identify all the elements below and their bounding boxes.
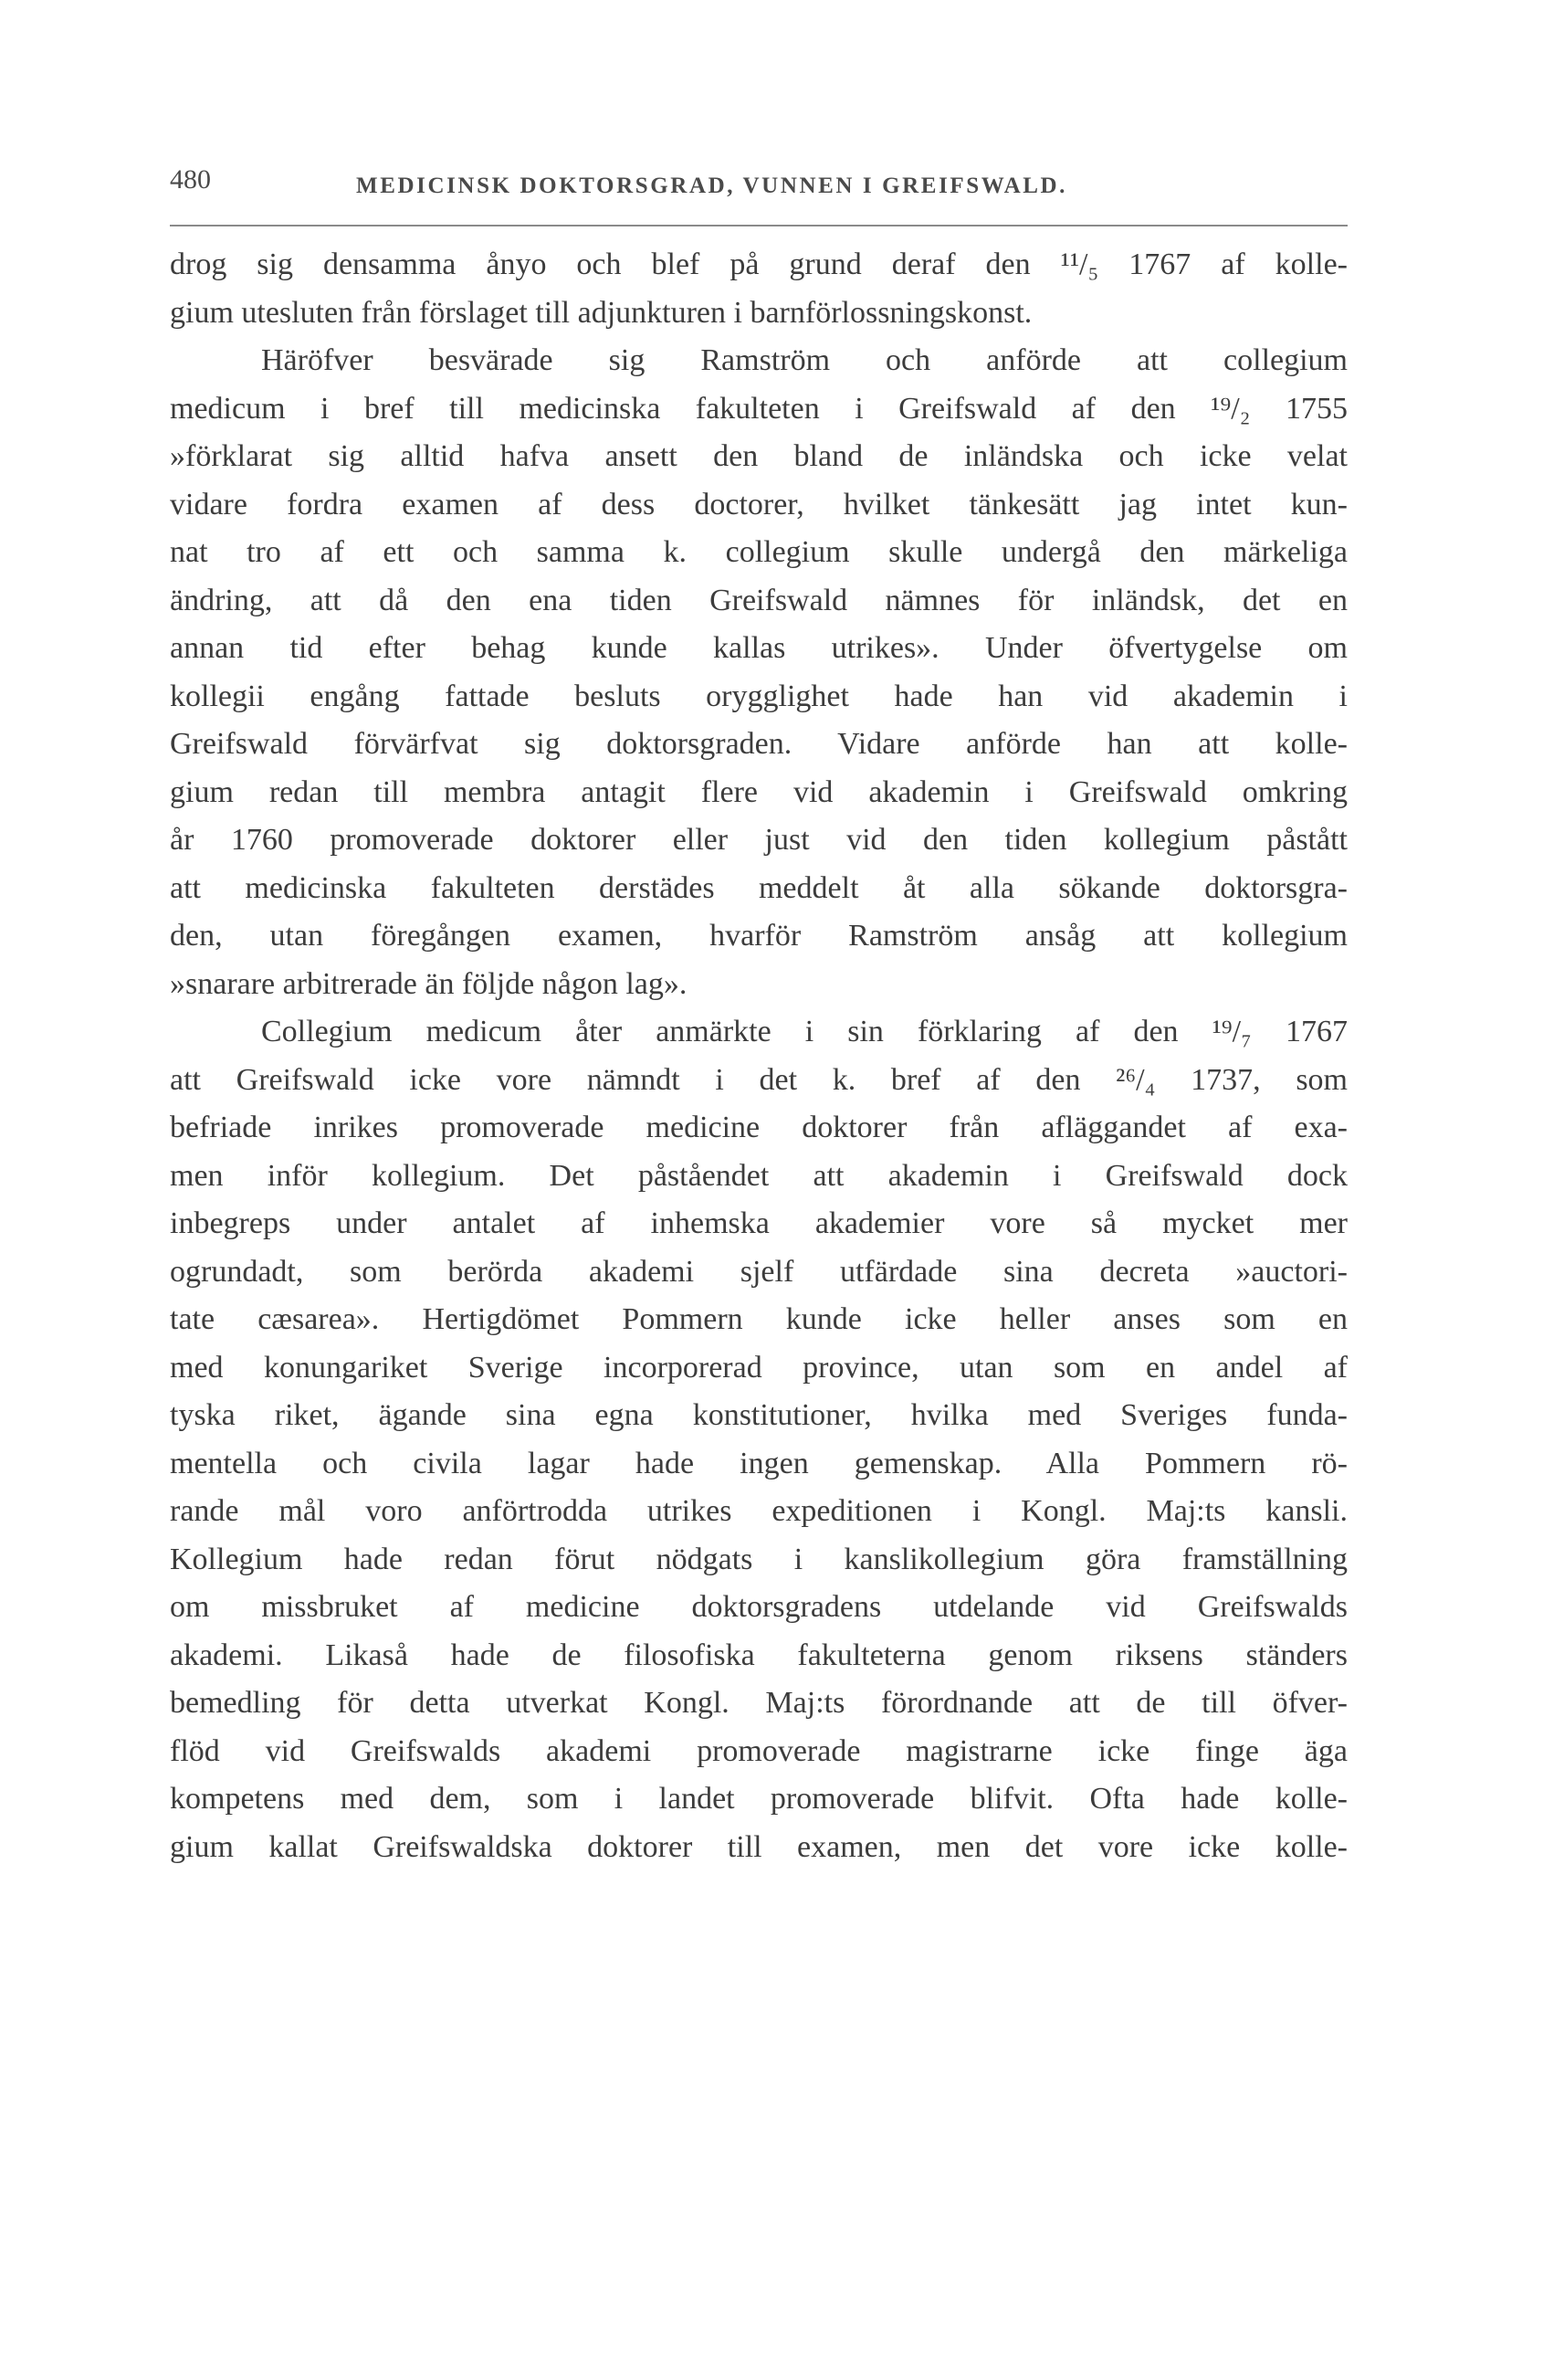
text-line: ogrundadt, som berörda akademi sjelf utfärdade sina decreta »auctori- — [170, 1254, 1348, 1289]
text-line: ändring, att då den ena tiden Greifswald nämnes för inländsk, det en — [170, 583, 1348, 617]
page-number: 480 — [170, 164, 211, 195]
text-line: inbegreps under antalet af inhemska akademier vore så mycket mer — [170, 1206, 1348, 1240]
text-line: »förklarat sig alltid hafva ansett den bland de inländska och icke velat — [170, 439, 1348, 473]
text-line: tyska riket, ägande sina egna konstitutioner, hvilka med Sveriges funda- — [170, 1398, 1348, 1432]
text-line: bemedling för detta utverkat Kongl. Maj:ts förordnande att de till öfver- — [170, 1686, 1348, 1720]
text-line: Kollegium hade redan förut nödgats i kanslikollegium göra framställning — [170, 1542, 1348, 1576]
text-line: med konungariket Sverige incorporerad province, utan som en andel af — [170, 1350, 1348, 1385]
text-line: annan tid efter behag kunde kallas utrikes». Under öfvertygelse om — [170, 631, 1348, 665]
text-line: att medicinska fakulteten derstädes meddelt åt alla sökande doktorsgra- — [170, 870, 1348, 905]
text-line: rande mål voro anförtrodda utrikes expeditionen i Kongl. Maj:ts kansli. — [170, 1494, 1348, 1528]
text-line: tate cæsarea». Hertigdömet Pommern kunde icke heller anses som en — [170, 1302, 1348, 1336]
text-line: Greifswald förvärfvat sig doktorsgraden. Vidare anförde han att kolle- — [170, 727, 1348, 761]
text-line: om missbruket af medicine doktorsgradens utdelande vid Greifswalds — [170, 1590, 1348, 1624]
text-line: vidare fordra examen af dess doctorer, hvilket tänkesätt jag intet kun- — [170, 487, 1348, 521]
text-line: kollegii engång fattade besluts orygglighet hade han vid akademin i — [170, 679, 1348, 713]
text-line: akademi. Likaså hade de filosofiska fakulteterna genom riksens ständers — [170, 1638, 1348, 1672]
text-line: men inför kollegium. Det påståendet att akademin i Greifswald dock — [170, 1158, 1348, 1193]
text-line: kompetens med dem, som i landet promoverade blifvit. Ofta hade kolle- — [170, 1782, 1348, 1816]
text-line: Häröfver besvärade sig Ramström och anförde att collegium — [261, 343, 1348, 377]
text-line: den, utan föregången examen, hvarför Ramström ansåg att kollegium — [170, 919, 1348, 953]
text-line: flöd vid Greifswalds akademi promoverade magistrarne icke finge äga — [170, 1733, 1348, 1768]
text-line: medicum i bref till medicinska fakulteten i Greifswald af den ¹⁹/₂ 1755 — [170, 391, 1348, 426]
text-line: att Greifswald icke vore nämndt i det k. bref af den ²⁶/₄ 1737, som — [170, 1062, 1348, 1097]
text-line: mentella och civila lagar hade ingen gemenskap. Alla Pommern rö- — [170, 1446, 1348, 1480]
body-text — [170, 241, 1348, 1871]
text-line: nat tro af ett och samma k. collegium skulle undergå den märkeliga — [170, 535, 1348, 569]
text-line: »snarare arbitrerade än följde någon lag». — [170, 966, 688, 1001]
text-line: befriade inrikes promoverade medicine doktorer från afläggandet af exa- — [170, 1111, 1348, 1144]
text-line: gium utesluten från förslaget till adjunkturen i barnförlossningskonst. — [170, 295, 1033, 330]
text-line: gium redan till membra antagit flere vid akademin i Greifswald omkring — [170, 774, 1348, 809]
running-head: MEDICINSK DOKTORSGRAD, VUNNEN I GREIFSWALD. — [356, 174, 1068, 198]
text-line: drog sig densamma ånyo och blef på grund deraf den ¹¹/₅ 1767 af kolle- — [170, 247, 1348, 281]
text-line: Collegium medicum åter anmärkte i sin förklaring af den ¹⁹/₇ 1767 — [261, 1015, 1348, 1048]
header-rule — [170, 225, 1348, 226]
text-line: gium kallat Greifswaldska doktorer till examen, men det vore icke kolle- — [170, 1829, 1348, 1864]
text-line: år 1760 promoverade doktorer eller just vid den tiden kollegium påstått — [170, 823, 1348, 857]
